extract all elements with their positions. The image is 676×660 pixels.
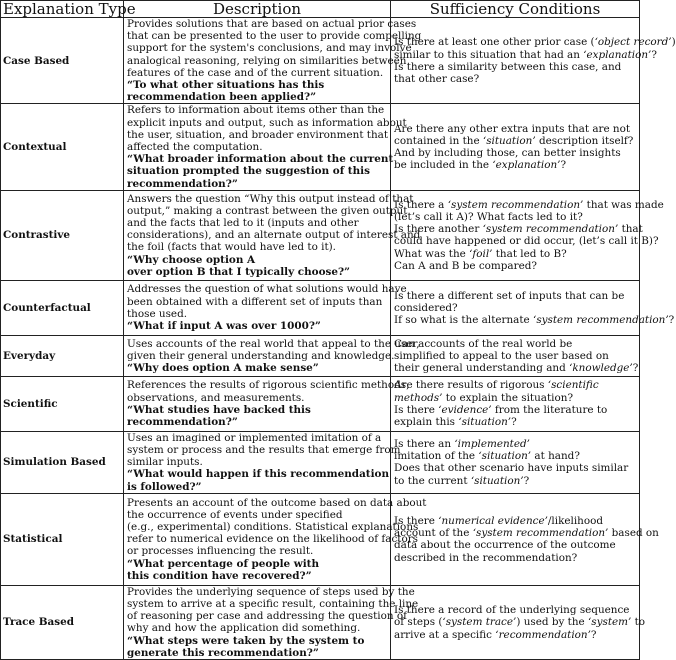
description-line: and the facts that led to it (inputs and other	[127, 217, 359, 230]
sufficiency-conditions-cell	[391, 280, 675, 335]
condition-line	[394, 416, 636, 428]
example-question-line: “What broader information about the current	[127, 153, 394, 166]
example-question-line: recommendation been applied?”	[127, 91, 317, 104]
description-cell	[124, 18, 422, 104]
header-sufficiency-conditions: Sufficiency Conditions	[391, 1, 640, 18]
condition-text: that led to B?	[492, 247, 567, 260]
condition-line	[394, 61, 636, 73]
condition-text: Is there another	[394, 223, 483, 236]
condition-text: to the current	[394, 474, 471, 487]
condition-line	[394, 475, 636, 487]
description-line: observations, and measurements.	[127, 391, 305, 404]
condition-text: What was the	[394, 247, 470, 260]
italic-term: ‘system recommendation’	[447, 198, 584, 211]
description-line: (e.g., experimental) conditions. Statistical explanations	[127, 521, 419, 534]
condition-text: that	[618, 223, 643, 236]
example-question-line: “What if input A was over 1000?”	[127, 320, 321, 333]
example-question-line: “What studies have backed this	[127, 403, 311, 416]
description-line: Addresses the question of what solutions would have	[127, 283, 407, 296]
condition-line	[394, 235, 659, 248]
sufficiency-conditions-cell	[391, 18, 676, 104]
example-question-line: this condition have recovered?”	[127, 569, 312, 582]
description-line: those used.	[127, 307, 188, 320]
explanation-type-cell: Counterfactual	[1, 280, 124, 335]
example-question-line: is followed?”	[127, 480, 202, 493]
condition-text: Is there a	[394, 198, 448, 211]
table-row	[1, 493, 640, 585]
description-line: Provides solutions that are based on actual prior cases	[127, 18, 417, 30]
description-line: analogical reasoning, relying on similarities between	[127, 54, 407, 67]
explanation-type-cell: Case Based	[1, 18, 124, 104]
table-row	[1, 104, 640, 190]
description-line: system or process and the results that emerge from	[127, 444, 401, 457]
italic-term: ‘recommendation’	[495, 628, 591, 641]
condition-text: from the literature to	[491, 403, 608, 416]
condition-text: based on	[608, 527, 659, 540]
italic-term: ‘scientific	[547, 379, 599, 392]
condition-text: And by including those, can better insights	[394, 147, 621, 160]
condition-line	[394, 527, 659, 540]
condition-line	[394, 223, 643, 236]
italic-term: ‘explanation’	[583, 48, 652, 61]
description-line: affected the computation.	[127, 141, 263, 154]
condition-line	[394, 211, 636, 223]
condition-text: ?	[590, 628, 597, 641]
italic-term: ‘numerical evidence’	[438, 514, 548, 527]
description-line: output,” making a contrast between the given output	[127, 204, 408, 217]
condition-text: account of the	[394, 527, 473, 540]
description-cell	[124, 585, 419, 659]
italic-term: ‘system trace’	[442, 616, 517, 629]
italic-term: ‘foil’	[469, 247, 493, 260]
example-question-line: “Why does option A make sense”	[127, 361, 319, 374]
condition-text: (let’s call it A)? What facts led to it?	[394, 210, 583, 223]
condition-text: explain this	[394, 416, 459, 429]
condition-text: to explain the situation?	[442, 391, 574, 404]
condition-text: considered?	[394, 301, 458, 314]
example-question-line: “What percentage of people with	[127, 557, 320, 570]
condition-text: Is there	[394, 403, 439, 416]
condition-text: description itself?	[535, 134, 634, 147]
italic-term: ‘implemented’	[454, 437, 530, 450]
example-question-line: “Why choose option A	[127, 253, 256, 266]
condition-line	[394, 123, 636, 135]
condition-text: described in the recommendation?	[394, 551, 578, 564]
italic-term: ‘knowledge’	[569, 361, 633, 374]
condition-text: ?	[668, 313, 675, 326]
italic-term: ‘situation’	[470, 474, 524, 487]
condition-text: ?	[632, 361, 639, 374]
condition-line	[394, 392, 636, 404]
condition-text: Is there at least one other prior case (	[394, 36, 595, 49]
description-line: Uses an imagined or implemented imitation of a	[127, 431, 382, 444]
description-line: Answers the question “Why this output instead of that	[127, 192, 414, 205]
description-line: the occurrence of events under specified	[127, 508, 343, 521]
condition-line	[394, 539, 636, 551]
condition-line	[394, 338, 636, 350]
header-row	[1, 1, 640, 18]
sufficiency-conditions-cell	[391, 493, 659, 585]
condition-text: ) used by the	[516, 616, 588, 629]
italic-term: ‘system recommendation’	[533, 313, 669, 326]
condition-text: at hand?	[531, 450, 580, 463]
condition-text: Can accounts of the real world be	[394, 337, 573, 350]
condition-text: ?	[560, 159, 567, 172]
condition-line	[394, 404, 636, 416]
condition-line	[394, 135, 636, 147]
condition-line	[394, 36, 676, 49]
example-question-line: recommendation?”	[127, 416, 238, 429]
condition-line	[394, 450, 636, 462]
condition-text: similar to this situation that had an	[394, 48, 584, 61]
sufficiency-conditions-cell	[391, 585, 646, 659]
table-row	[1, 431, 640, 493]
condition-text: be included in the	[394, 159, 493, 172]
description-line: why and how the application did something.	[127, 622, 361, 635]
italic-term: ‘situation’	[482, 134, 536, 147]
example-question-line: “What steps were taken by the system to	[127, 634, 365, 647]
condition-text: Is there an	[394, 437, 455, 450]
condition-text: imitation of the	[394, 450, 479, 463]
condition-line	[394, 379, 636, 391]
condition-line	[394, 302, 636, 314]
italic-term: methods’	[394, 391, 443, 404]
condition-line	[394, 350, 636, 362]
condition-text: ?	[651, 48, 657, 61]
condition-line	[394, 361, 639, 374]
table-row	[1, 190, 640, 280]
condition-text: of steps (	[394, 616, 443, 629]
sufficiency-conditions-cell	[391, 335, 640, 376]
description-line: refer to numerical evidence on the likelihood of factors	[127, 533, 418, 546]
description-line: considerations), and an alternate output of interest and	[127, 229, 421, 242]
condition-line	[394, 147, 636, 159]
example-question-line: recommendation?”	[127, 177, 238, 190]
condition-line	[394, 629, 636, 641]
condition-text: /likelihood	[547, 514, 604, 527]
condition-text: could have happened or did occur, (let’s call it B)?	[394, 235, 659, 248]
table-row	[1, 18, 640, 104]
description-cell	[124, 431, 401, 493]
italic-term: ‘system recommendation’	[482, 223, 619, 236]
sufficiency-conditions-cell	[391, 376, 640, 431]
condition-line	[394, 313, 675, 326]
example-question-line: “What would happen if this recommendation	[127, 468, 390, 481]
condition-line	[394, 604, 636, 616]
condition-text: that was made	[583, 198, 664, 211]
condition-text: Does that other scenario have inputs similar	[394, 462, 629, 475]
description-line: the user, situation, and broader environment that	[127, 128, 389, 141]
example-question-line: “To what other situations has this	[127, 79, 325, 92]
condition-line	[394, 462, 636, 474]
description-line: support for the system's conclusions, and may involve	[127, 42, 412, 55]
description-line: Uses accounts of the real world that appeal to the user,	[127, 337, 420, 350]
condition-text: data about the occurrence of the outcome	[394, 539, 616, 552]
description-line: Presents an account of the outcome based on data about	[127, 496, 427, 509]
description-cell	[124, 376, 410, 431]
description-line: Provides the underlying sequence of steps used by the	[127, 585, 415, 598]
description-line: Refers to information about items other than the	[127, 104, 385, 117]
table-row	[1, 585, 640, 659]
description-cell	[124, 280, 407, 335]
description-line: features of the case and of the current situation.	[127, 66, 384, 79]
condition-text: Is there a similarity between this case, and	[394, 60, 622, 73]
condition-text: arrive at a specific	[394, 628, 496, 641]
italic-term: ‘explanation’	[492, 159, 561, 172]
italic-term: ‘object record’	[594, 36, 672, 49]
condition-line	[394, 198, 664, 211]
condition-text: Is there a different set of inputs that can be	[394, 289, 625, 302]
condition-line	[394, 552, 636, 564]
description-cell	[124, 335, 420, 376]
condition-line	[394, 616, 646, 629]
table-row	[1, 376, 640, 431]
header-explanation-type: Explanation Type	[1, 1, 124, 18]
condition-text: to	[631, 616, 646, 629]
condition-text: that other case?	[394, 72, 480, 85]
condition-line	[394, 248, 636, 260]
condition-text: their general understanding and	[394, 361, 570, 374]
condition-text: If so what is the alternate	[394, 313, 534, 326]
condition-line	[394, 159, 636, 171]
description-line: been obtained with a different set of inputs than	[127, 295, 383, 308]
description-line: that can be presented to the user to provide compelling	[127, 30, 422, 43]
explanation-type-cell: Scientific	[1, 376, 124, 431]
header-description: Description	[124, 1, 391, 18]
example-question-line: situation prompted the suggestion of this	[127, 165, 370, 178]
explanation-type-cell: Simulation Based	[1, 431, 124, 493]
table-row	[1, 335, 640, 376]
sufficiency-conditions-cell	[391, 104, 640, 190]
description-line: of reasoning per case and addressing the question of	[127, 610, 407, 623]
condition-line	[394, 260, 636, 272]
explanation-type-cell: Trace Based	[1, 585, 124, 659]
condition-text: ?	[523, 474, 530, 487]
description-line: system to arrive at a specific result, containing the line	[127, 598, 419, 611]
italic-term: ‘situation’	[478, 450, 532, 463]
sufficiency-conditions-cell	[391, 190, 664, 280]
condition-text: contained in the	[394, 134, 483, 147]
condition-text: )	[671, 36, 676, 49]
table-row	[1, 280, 640, 335]
description-line: given their general understanding and knowledge.	[127, 349, 395, 362]
italic-term: ‘evidence’	[438, 403, 492, 416]
explanation-type-cell: Contrastive	[1, 190, 124, 280]
condition-text: simplified to appeal to the user based on	[394, 349, 609, 362]
description-line: References the results of rigorous scientific methods,	[127, 379, 410, 392]
condition-text: Can A and B be compared?	[394, 259, 537, 272]
description-line: or processes influencing the result.	[127, 545, 314, 558]
condition-text: Are there results of rigorous	[394, 379, 548, 392]
description-line: explicit inputs and output, such as information about	[127, 116, 407, 129]
condition-line	[394, 73, 636, 85]
sufficiency-conditions-cell	[391, 431, 640, 493]
description-line: the foil (facts that would have led to it).	[127, 241, 336, 254]
description-line: similar inputs.	[127, 456, 203, 469]
example-question-line: over option B that I typically choose?”	[127, 265, 351, 278]
condition-text: ?	[511, 416, 517, 429]
italic-term: ‘system’	[587, 616, 632, 629]
explanation-type-cell: Contextual	[1, 104, 124, 190]
condition-line	[394, 48, 657, 61]
italic-term: ‘situation’	[458, 416, 512, 429]
italic-term: ‘system recommendation’	[472, 527, 609, 540]
explanation-type-cell: Everyday	[1, 335, 124, 376]
condition-line	[394, 290, 636, 302]
condition-line	[394, 515, 636, 527]
explanation-type-cell: Statistical	[1, 493, 124, 585]
table-body	[1, 18, 676, 660]
condition-line	[394, 438, 636, 450]
condition-text: Is there a record of the underlying sequence	[394, 604, 630, 617]
example-question-line: generate this recommendation?”	[127, 646, 319, 659]
condition-text: Is there	[394, 514, 439, 527]
condition-text: Are there any other extra inputs that are not	[394, 122, 631, 135]
description-cell	[124, 104, 407, 190]
